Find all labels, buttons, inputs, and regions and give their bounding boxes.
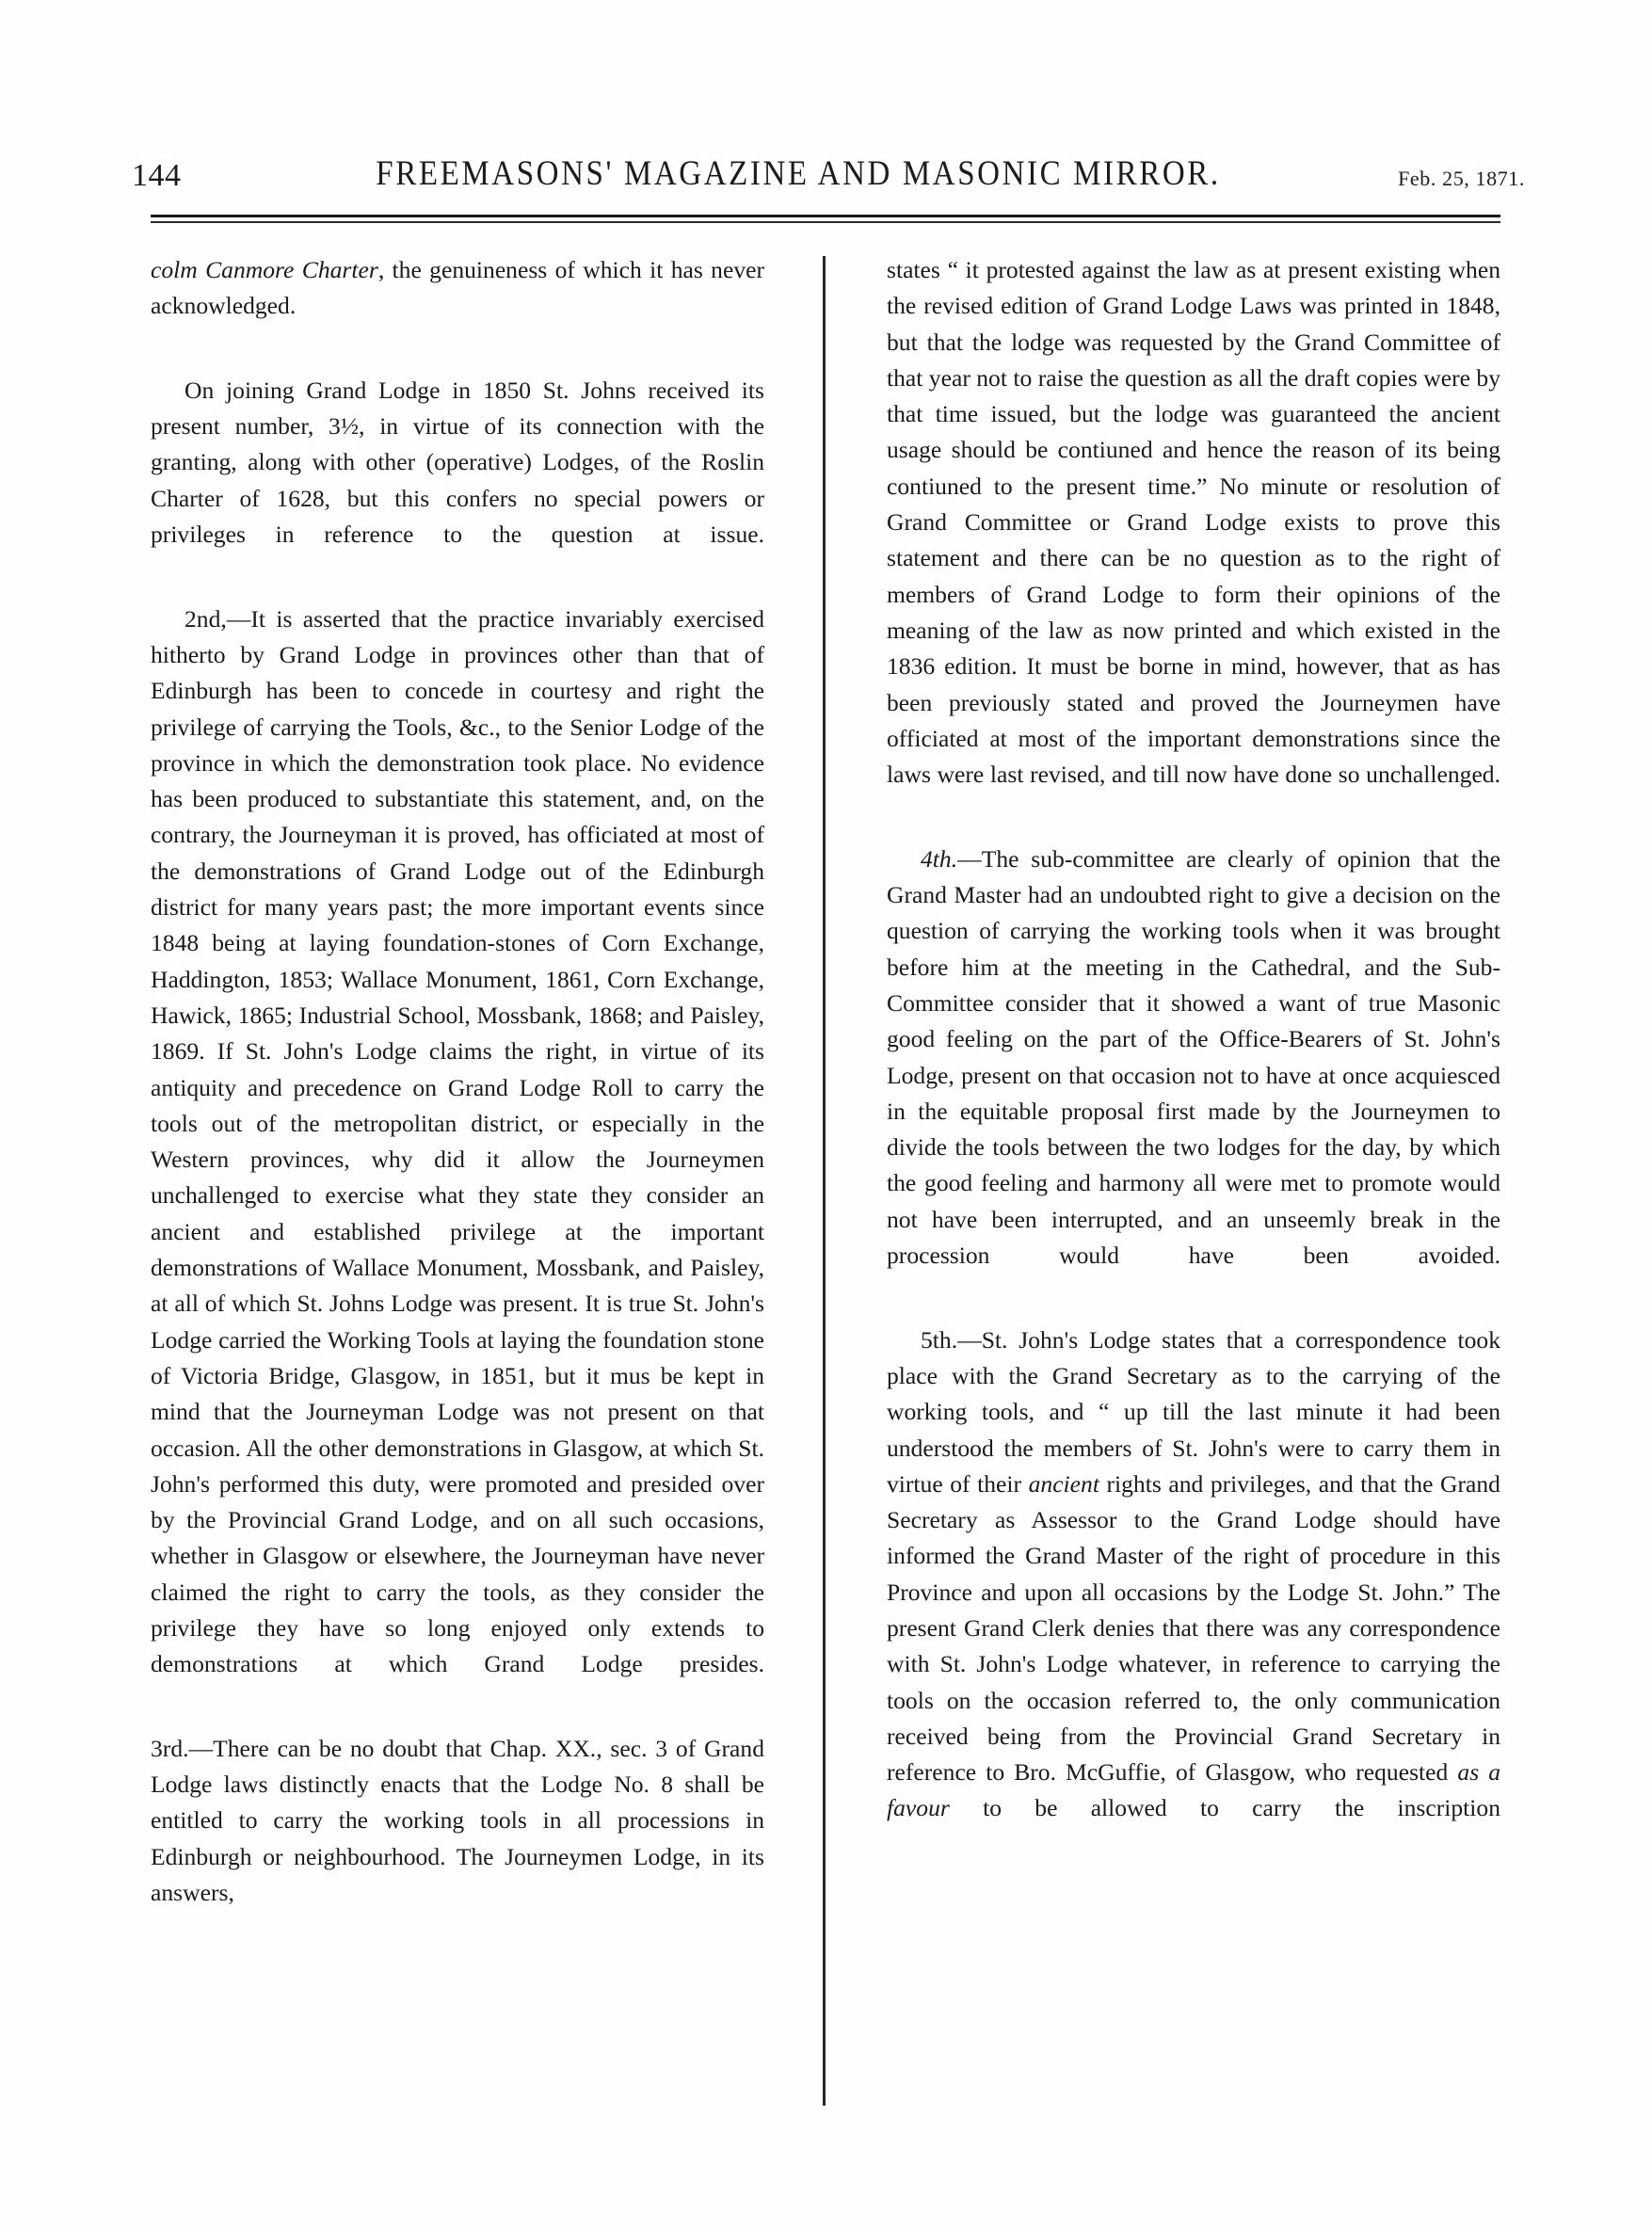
left-column-paragraph <box>151 252 764 361</box>
left-column-paragraph <box>151 373 764 589</box>
body-text: rights and privileges, and that the Grand Secretary as Assessor to the Grand Lodge should have informed the Grand Master of the right of procedure in this Province and upon all occasions by the Lodge St. John.” The present Grand Clerk denies that there was any correspondence with St. John's Lodge whatever, in reference to carrying the tools on the occasion referred to, the only communication received being from the Provincial Grand Secretary in reference to Bro. McGuffie, of Glasgow, who requested <box>887 1469 1500 1787</box>
body-text: 2nd,—It is asserted that the practice invariably exercised hitherto by Grand Lodge in provinces other than that of Edinburgh has been to concede in courtesy and right the privilege of carrying the Tools, &c., to the Senior Lodge of the province in which the demonstration took place. No evidence has been produced to substantiate this statement, and, on the contrary, the Journeyman it is proved, has officiated at most of the demonstrations of Grand Lodge out of the Edinburgh district for many years past; the more important events since 1848 being at laying foundation-stones of Corn Exchange, Haddington, 1853; Wallace Monument, 1861, Corn Exchange, Hawick, 1865; Industrial School, Mossbank, 1868; and Paisley, 1869. If St. John's Lodge claims the right, in virtue of its antiquity and precedence on Grand Lodge Roll to carry the tools out of the metropolitan district, or especially in the Western provinces, why did it allow the Journeymen unchallenged to exercise what they state they consider an ancient and established privilege at the important demonstrations of Wallace Monument, Mossbank, and Paisley, at all of which St. Johns Lodge was present. It is true St. John's Lodge carried the Working Tools at laying the foundation stone of Victoria Bridge, Glasgow, in 1851, but it mus be kept in mind that the Journeyman Lodge was not present on that occasion. All the other demonstrations in Glasgow, at which St. John's performed this duty, were promoted and presided over by the Provincial Grand Lodge, and on all such occasions, whether in Glasgow or elsewhere, the Journeyman have never claimed the right to carry the tools, as they consider the privilege they have so long enjoyed only extends to demonstrations at which Grand Lodge presides. <box>151 604 764 1678</box>
header-double-rule <box>151 215 1500 224</box>
body-text: , in virtue of its connection with the granting, along with other (operative) Lodges, of the Roslin Charter of 1628, but this confers no special powers or privileges in reference to the question at issue. <box>151 412 764 549</box>
lodge-number-fraction: 3½ <box>329 412 360 441</box>
body-text: to be allowed to carry the inscription <box>949 1794 1500 1822</box>
right-text-column <box>887 252 1500 2125</box>
left-column-paragraph <box>151 601 764 1719</box>
header-rule-top <box>151 215 1500 217</box>
body-text: 3rd.—There can be no doubt that Chap. XX., sec. 3 of Grand Lodge laws distinctly enacts that the Lodge No. 8 shall be entitled to carry the working tools in all processions in Edinburgh or neighbourhood. The Journeymen Lodge, in its answers, <box>151 1734 764 1907</box>
body-text: On joining Grand Lodge in 1850 St. Johns received its present number, <box>151 376 764 441</box>
issue-date: Feb. 25, 1871. <box>1398 167 1525 190</box>
page-number: 144 <box>132 158 182 193</box>
body-text: —The sub-committee are clearly of opinion that the Grand Master had an undoubted right to give a decision on the question of carrying the working tools when it was brought before him at the meeting in the Cathedral, and the Sub-Committee consider that it showed a want of true Masonic good feeling on the part of the Office-Bearers of St. John's Lodge, present on that occasion not to have at once acquiesced in the equitable proposal first made by the Journeymen to divide the tools between the two lodges for the day, by which the good feeling and harmony all were met to promote would not have been interrupted, and an unseemly break in the procession would have been avoided. <box>887 844 1500 1270</box>
right-column-paragraph <box>887 252 1500 829</box>
right-column-paragraph <box>887 1322 1500 1863</box>
left-text-column <box>151 252 764 2125</box>
header-rule-bottom <box>151 221 1500 223</box>
body-columns <box>151 252 1500 2125</box>
publication-title: FREEMASONS' MAGAZINE AND MASONIC MIRROR. <box>376 154 1221 193</box>
body-text: states “ it protested against the law as at present existing when the revised edition of Grand Lodge Laws was printed in 1848, but that the lodge was requested by the Grand Committee of that year not to raise the question as all the draft copies were by that time issued, but the lodge was guaranteed the ancient usage should be contiuned and hence the reason of its being contiuned to the present time.” No minute or resolution of Grand Committee or Grand Lodge exists to prove this statement and there can be no question as to the right of members of Grand Lodge to form their opinions of the meaning of the law as now printed and which existed in the 1836 edition. It must be borne in mind, however, that as has been previously stated and proved the Journeymen have officiated at most of the important demonstrations since the laws were last revised, and till now have done so unchallenged. <box>887 256 1500 789</box>
body-text: 5th.—St. John's Lodge states that a correspondence took place with the Grand Secretary as to the carrying of the working tools, and “ up till the last minute it had been understood the members of St. John's were to carry them in virtue of their <box>887 1325 1500 1498</box>
emphasised-text: 4th. <box>921 844 958 873</box>
body-text: , the genuineness of which it has never acknowledged. <box>151 256 765 320</box>
running-head <box>132 154 1525 201</box>
right-column-paragraph <box>887 842 1500 1310</box>
emphasised-text: as a favour <box>887 1758 1501 1822</box>
emphasised-text: ancient <box>1028 1469 1099 1498</box>
emphasised-text: colm Canmore Charter <box>151 256 378 283</box>
left-column-paragraph <box>151 1731 764 1947</box>
